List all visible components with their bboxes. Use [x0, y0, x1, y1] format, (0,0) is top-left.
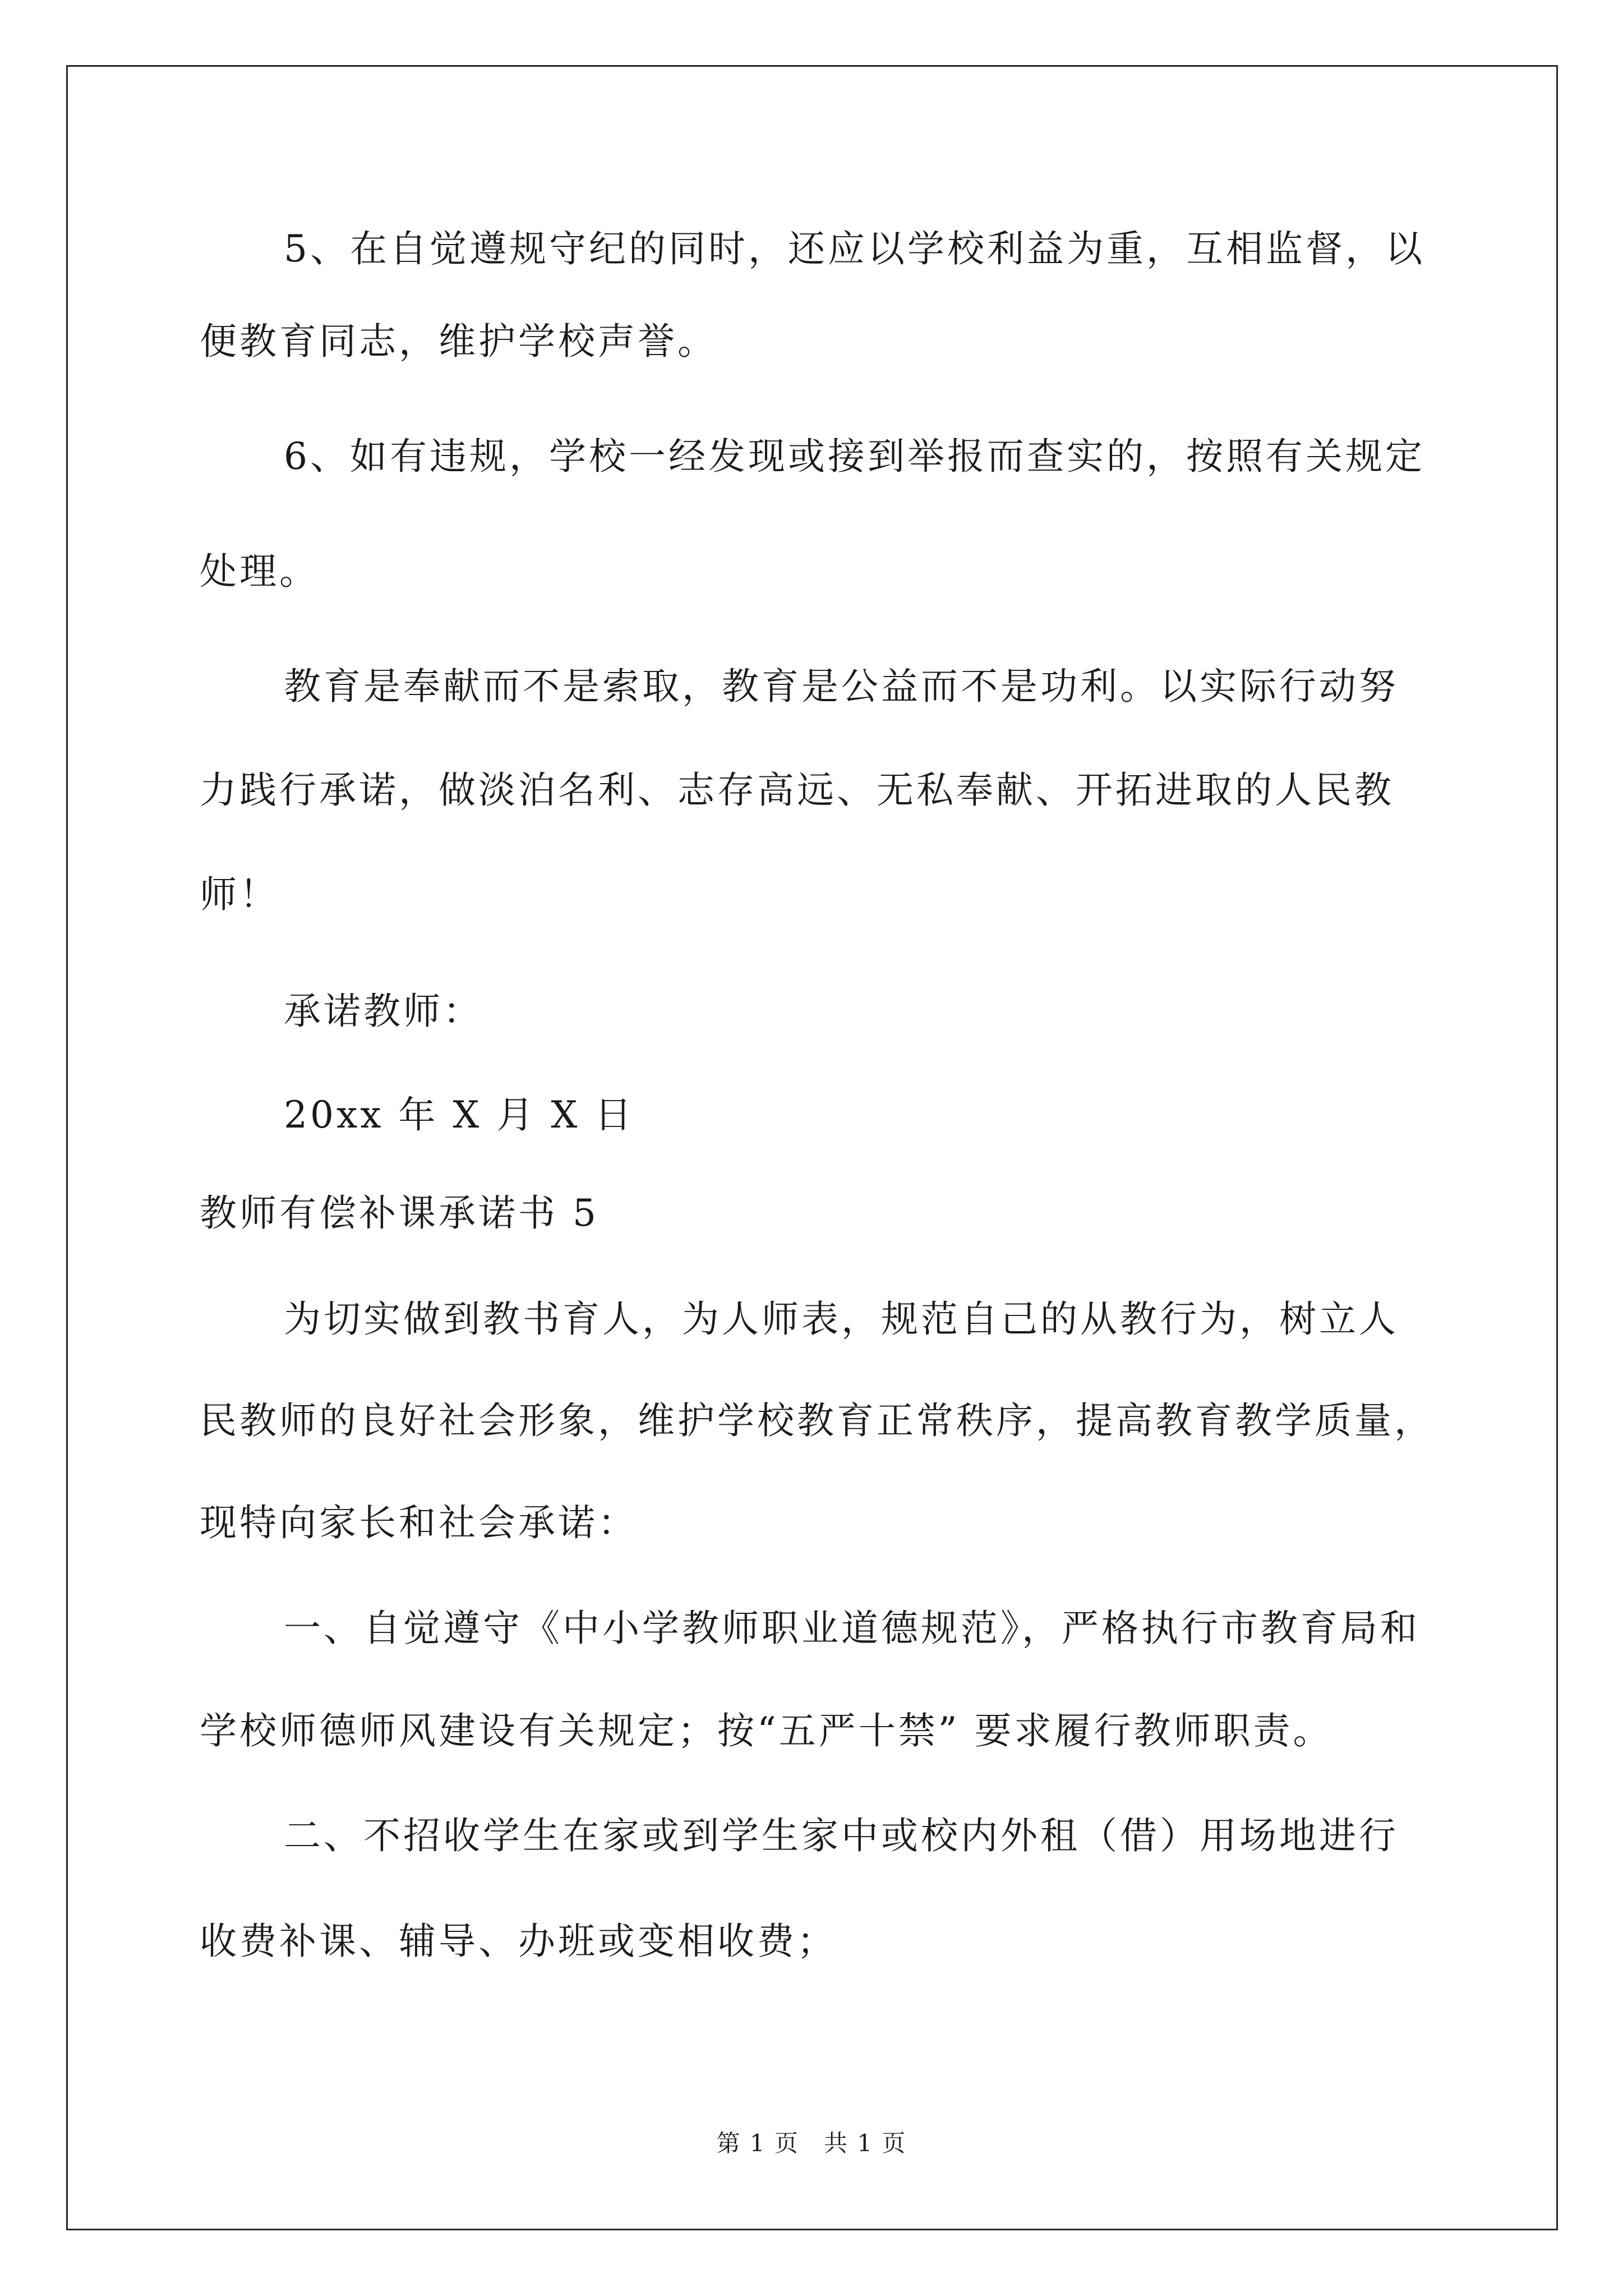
paragraph-line: 师！ — [200, 873, 279, 916]
page-number: 第 1 页 共 1 页 — [716, 2129, 907, 2157]
paragraph-line: 为切实做到教书育人，为人师表，规范自己的从教行为，树立人 — [284, 1297, 1399, 1341]
paragraph-line: 便教育同志，维护学校声誉。 — [200, 320, 717, 363]
paragraph-line: 一、自觉遵守《中小学教师职业道德规范》，严格执行市教育局和 — [284, 1607, 1420, 1650]
section-title: 教师有偿补课承诺书 5 — [200, 1191, 599, 1235]
page-border — [66, 65, 1558, 2230]
paragraph-line: 民教师的良好社会形象，维护学校教育正常秩序，提高教育教学质量， — [200, 1399, 1434, 1442]
paragraph-line: 教育是奉献而不是索取，教育是公益而不是功利。以实际行动努 — [284, 665, 1399, 708]
paragraph-line: 6、如有违规，学校一经发现或接到举报而查实的，按照有关规定 — [284, 435, 1425, 478]
paragraph-line: 力践行承诺，做淡泊名利、志存高远、无私奉献、开拓进取的人民教 — [200, 769, 1394, 812]
paragraph-line: 处理。 — [200, 550, 319, 593]
paragraph-line: 学校师德师风建设有关规定；按“五严十禁” 要求履行教师职责。 — [200, 1709, 1333, 1752]
date-line: 20xx 年 X 月 X 日 — [284, 1093, 635, 1137]
signature-label: 承诺教师： — [284, 990, 483, 1033]
paragraph-line: 5、在自觉遵规守纪的同时，还应以学校利益为重，互相监督，以 — [284, 227, 1425, 270]
paragraph-line: 现特向家长和社会承诺： — [200, 1501, 638, 1544]
paragraph-line: 二、不招收学生在家或到学生家中或校内外租（借）用场地进行 — [284, 1814, 1399, 1857]
paragraph-line: 收费补课、辅导、办班或变相收费； — [200, 1920, 837, 1963]
